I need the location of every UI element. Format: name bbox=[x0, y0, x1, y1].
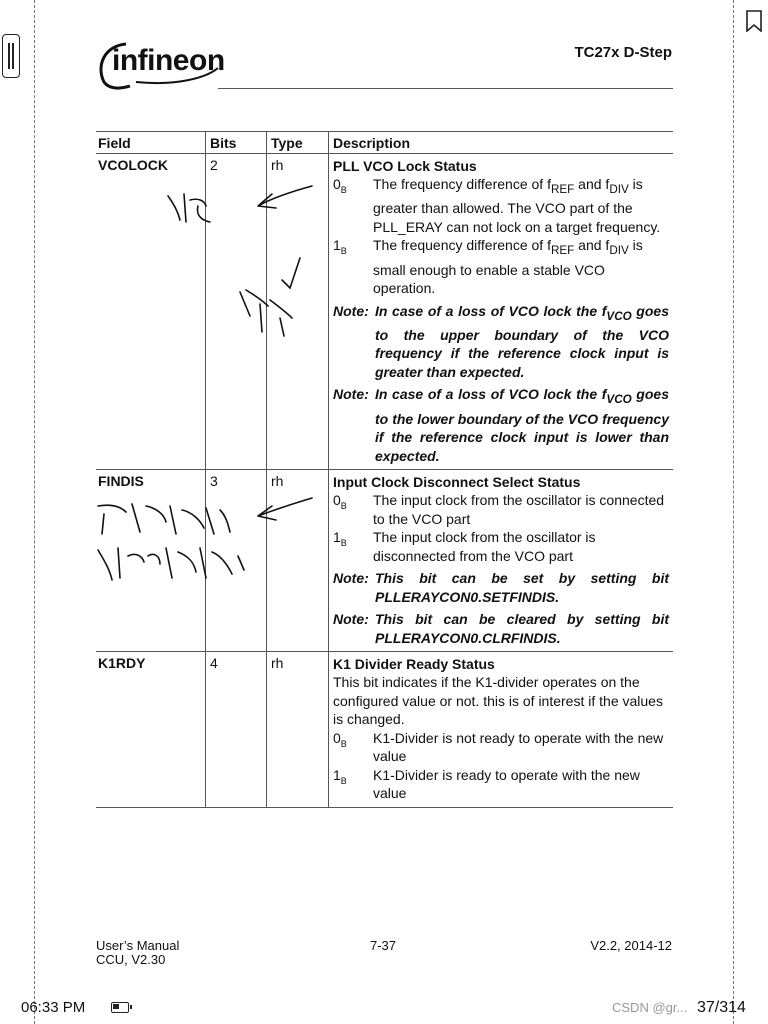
value-entry bbox=[333, 175, 669, 236]
column-header-description: Description bbox=[329, 132, 674, 154]
field-description bbox=[329, 652, 674, 808]
value-code: $0_B$ bbox=[333, 176, 347, 195]
note: Note: This bit can be set by setting bit PLLERAYCON0.SETFINDIS. bbox=[333, 570, 669, 605]
value-text: The frequency difference of $f_{REF}$ and $f_{DIV}$ is greater than allowed. The VCO part of the PLL_ERAY can not lock on a target frequency. bbox=[373, 176, 661, 235]
footer-left bbox=[96, 939, 179, 967]
description-title: K1 Divider Ready Status bbox=[333, 656, 495, 673]
value-entry bbox=[333, 766, 669, 803]
value-code: $0_B$ bbox=[333, 492, 347, 511]
footer-manual: User’s Manual bbox=[96, 938, 180, 953]
footer-version-ccu: CCU, V2.30 bbox=[96, 952, 166, 967]
logo-text: infineon bbox=[112, 44, 225, 77]
table-row bbox=[96, 652, 673, 808]
footer-page-number: 7-37 bbox=[370, 938, 397, 953]
column-header-field: Field bbox=[96, 132, 206, 154]
header-divider bbox=[218, 88, 673, 89]
value-text: K1-Divider is ready to operate with the new value bbox=[373, 766, 640, 802]
field-type: rh bbox=[267, 154, 329, 470]
value-text: The input clock from the oscillator is disconnected from the VCO part bbox=[373, 529, 596, 564]
page-edge-left bbox=[34, 0, 35, 1024]
value-code: $0_B$ bbox=[333, 729, 347, 749]
field-name: VCOLOCK bbox=[96, 154, 206, 470]
column-header-bits: Bits bbox=[206, 132, 267, 154]
description-title: Input Clock Disconnect Select Status bbox=[333, 474, 581, 491]
value-entry bbox=[333, 729, 669, 766]
field-bits: 4 bbox=[206, 652, 267, 808]
footer-doc-version: V2.2, 2014-12 bbox=[590, 938, 672, 953]
value-text: K1-Divider is not ready to operate with the new value bbox=[373, 729, 664, 765]
value-code: $1_B$ bbox=[333, 237, 347, 257]
field-description bbox=[329, 154, 674, 470]
value-code: $1_B$ bbox=[333, 766, 347, 786]
value-entry bbox=[333, 236, 669, 297]
battery-icon bbox=[111, 1002, 129, 1013]
register-field-table bbox=[96, 131, 673, 808]
page-edge-right bbox=[733, 0, 734, 1024]
document-title: TC27x D-Step bbox=[574, 44, 672, 61]
note: Note: In case of a loss of VCO lock the $f_{VCO}$ goes to the upper boundary of the VCO frequency if the reference clock input is greater than expected. bbox=[333, 302, 669, 380]
field-bits: 2 bbox=[206, 154, 267, 470]
value-entry bbox=[333, 528, 669, 565]
value-entry bbox=[333, 491, 669, 528]
table-row bbox=[96, 470, 673, 652]
description-intro: This bit indicates if the K1-divider operates on the configured value or not. this is of interest if the values is changed. bbox=[333, 674, 663, 728]
sidebar-toggle-icon[interactable] bbox=[2, 34, 20, 78]
field-type: rh bbox=[267, 652, 329, 808]
watermark-text: CSDN @gr... bbox=[612, 1000, 688, 1015]
note: Note: This bit can be cleared by setting bit PLLERAYCON0.CLRFINDIS. bbox=[333, 611, 669, 646]
field-bits: 3 bbox=[206, 470, 267, 652]
field-name: FINDIS bbox=[96, 470, 206, 652]
bookmark-icon[interactable] bbox=[745, 10, 763, 32]
table-row bbox=[96, 154, 673, 470]
value-text: The frequency difference of $f_{REF}$ and $f_{DIV}$ is small enough to enable a stable VCO operation. bbox=[373, 237, 643, 297]
column-header-type: Type bbox=[267, 132, 329, 154]
note: Note: In case of a loss of VCO lock the $f_{VCO}$ goes to the lower boundary of the VCO frequency if the reference clock input is lower than expected. bbox=[333, 386, 669, 464]
field-type: rh bbox=[267, 470, 329, 652]
description-title: PLL VCO Lock Status bbox=[333, 158, 477, 174]
table-header-row bbox=[96, 132, 673, 154]
field-description bbox=[329, 470, 674, 652]
value-code: $1_B$ bbox=[333, 529, 347, 548]
field-name: K1RDY bbox=[96, 652, 206, 808]
page-counter[interactable]: 37/314 bbox=[697, 999, 746, 1016]
status-time: 06:33 PM bbox=[21, 999, 86, 1016]
value-text: The input clock from the oscillator is connected to the VCO part bbox=[373, 492, 665, 527]
